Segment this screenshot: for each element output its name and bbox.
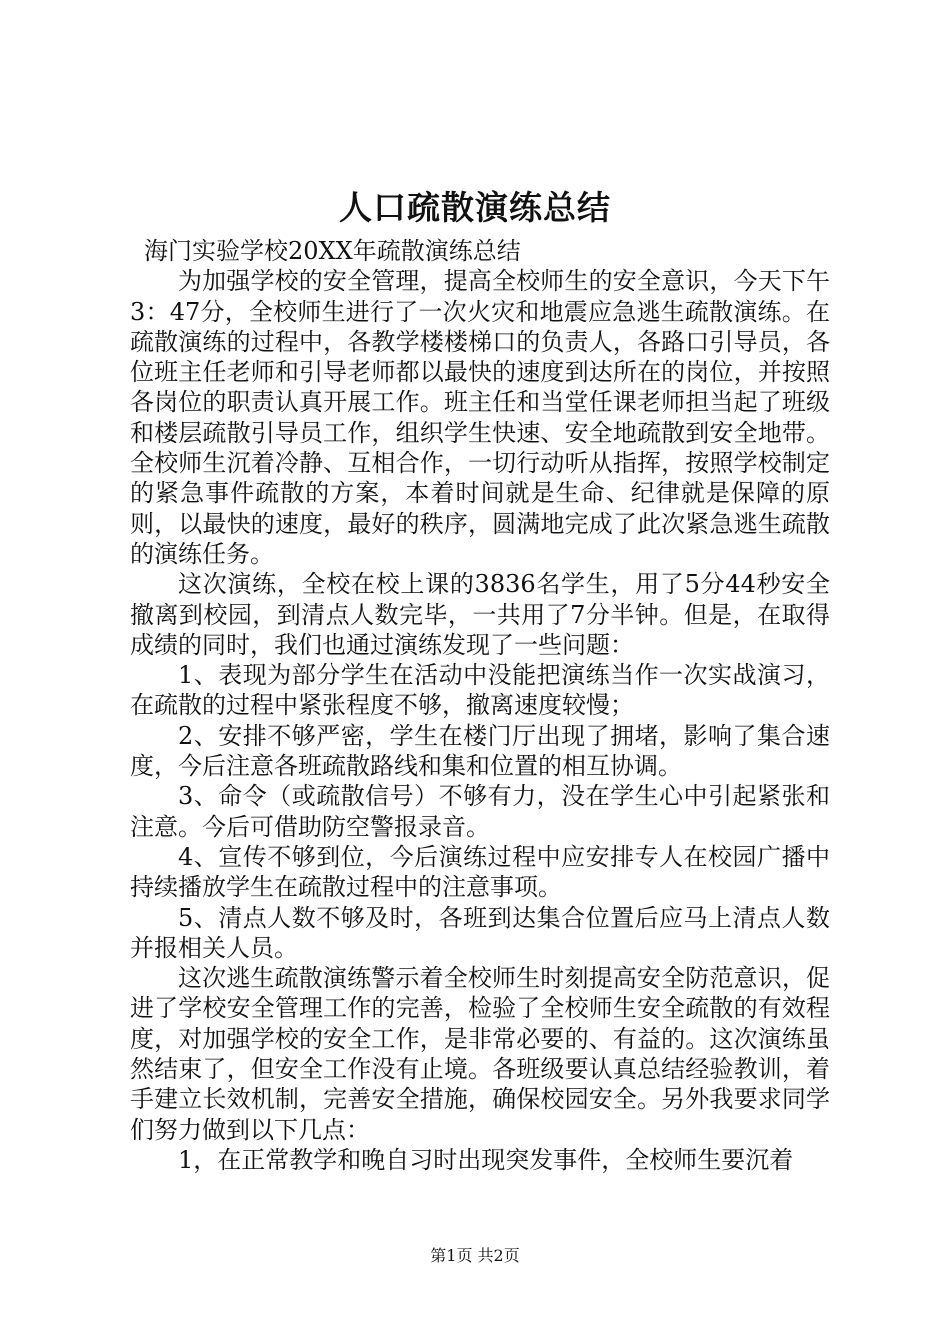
paragraph: 这次逃生疏散演练警示着全校师生时刻提高安全防范意识，促进了学校安全管理工作的完善，检验了全校师生安全疏散的有效程度，对加强学校的安全工作，是非常必要的、有益的。这次演练虽然结束了，但安全工作没有止境。各班级要认真总结经验教训，着手建立长效机制，完善安全措施，确保校园安全。另外我要求同学们努力做到以下几点： xyxy=(130,964,830,1144)
paragraph: 1、表现为部分学生在活动中没能把演练当作一次实战演习，在疏散的过程中紧张程度不够，撤离速度较慢； xyxy=(130,661,830,720)
document-subtitle: 海门实验学校20XX年疏散演练总结 xyxy=(144,237,521,265)
page-footer: 第1页 共2页 xyxy=(430,1246,520,1265)
paragraph: 3、命令（或疏散信号）不够有力，没在学生心中引起紧张和注意。今后可借助防空警报录音。 xyxy=(130,782,830,841)
document-body xyxy=(130,236,830,1175)
document-title: 人口疏散演练总结 xyxy=(339,188,611,227)
paragraph: 这次演练，全校在校上课的3836名学生，用了5分44秒安全撤离到校园，到清点人数完毕，一共用了7分半钟。但是，在取得成绩的同时，我们也通过演练发现了一些问题： xyxy=(130,570,830,659)
paragraph: 4、宣传不够到位，今后演练过程中应安排专人在校园广播中持续播放学生在疏散过程中的注意事项。 xyxy=(130,842,830,902)
paragraph: 为加强学校的安全管理，提高全校师生的安全意识，今天下午3：47分，全校师生进行了一次火灾和地震应急逃生疏散演练。在疏散演练的过程中，各教学楼楼梯口的负责人，各路口引导员，各位班主任老师和引导老师都以最快的速度到达所在的岗位，并按照各岗位的职责认真开展工作。班主任和当堂任课老师担当起了班级和楼层疏散引导员工作，组织学生快速、安全地疏散到安全地带。全校师生沉着冷静、互相合作，一切行动听从指挥，按照学校制定的紧急事件疏散的方案，本着时间就是生命、纪律就是保障的原则，以最快的速度，最好的秩序，圆满地完成了此次紧急逃生疏散的演练任务。 xyxy=(130,267,830,568)
paragraph: 2、安排不够严密，学生在楼门厅出现了拥堵，影响了集合速度，今后注意各班疏散路线和集和位置的相互协调。 xyxy=(130,721,830,781)
paragraph: 5、清点人数不够及时，各班到达集合位置后应马上清点人数并报相关人员。 xyxy=(130,903,830,962)
paragraph: 1，在正常教学和晚自习时出现突发事件，全校师生要沉着 xyxy=(178,1145,794,1174)
